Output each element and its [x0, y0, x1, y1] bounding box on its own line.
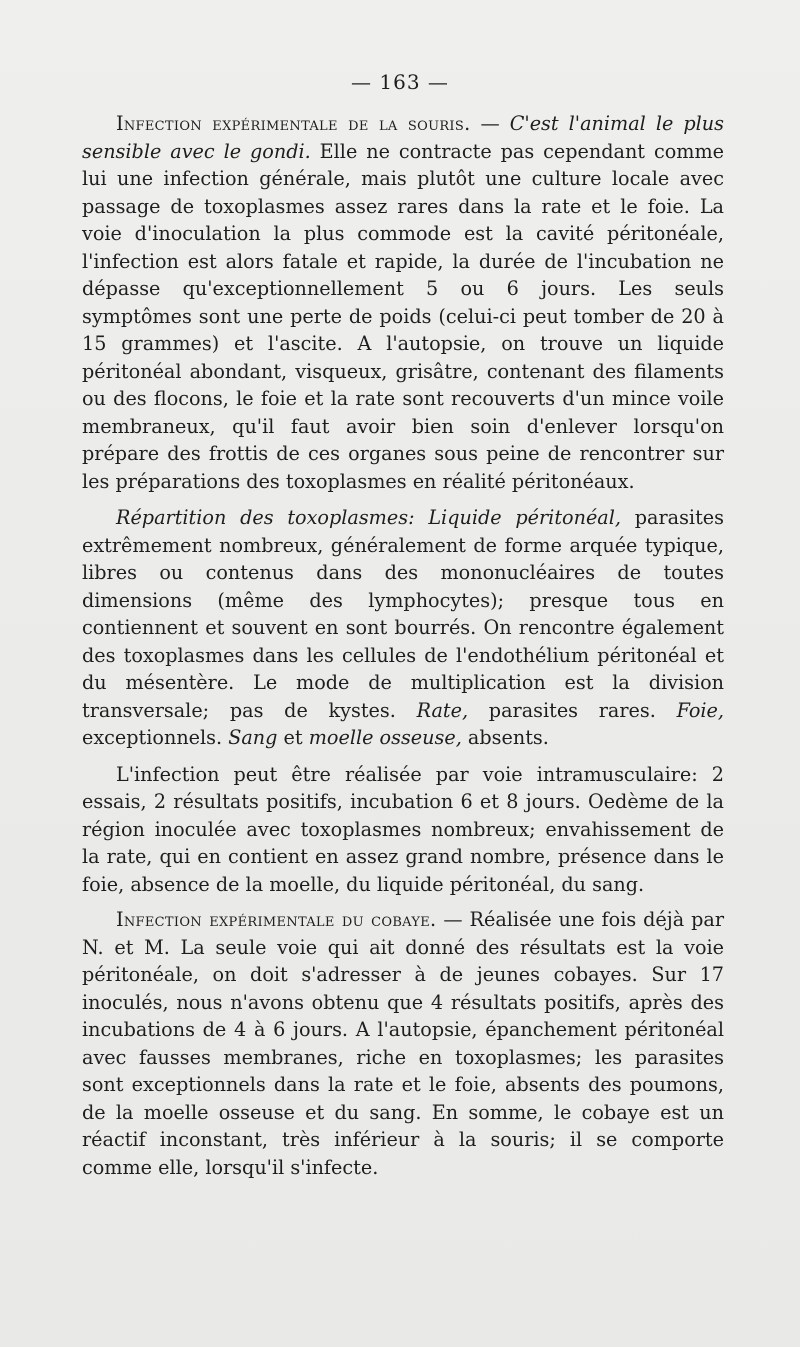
- liquide-label: Liquide péritonéal,: [428, 506, 621, 529]
- repartition-label: Répartition des toxoplasmes:: [116, 506, 415, 529]
- foie-label: Foie,: [676, 698, 724, 722]
- rate-label: Rate,: [416, 698, 469, 722]
- foie-text: exceptionnels.: [82, 726, 229, 749]
- paragraph-cobaye: [82, 906, 724, 1181]
- section-souris: [82, 110, 724, 907]
- heading-souris: Infection expérimentale de la souris.: [116, 112, 471, 135]
- paragraph-intramusculaire: L'infection peut être réalisée par voie intramusculaire: 2 essais, 2 résultats positifs, incubation 6 et 8 jours. Oedème de la région inoculée avec toxoplasmes nombreux; envahissement de la rate, qui en contient en assez grand nombre, présence dans le foie, absence de la moelle, du liquide péritonéal, du sang.: [82, 762, 724, 896]
- sang-label: Sang: [228, 726, 278, 749]
- page-number: — 163 —: [351, 70, 449, 94]
- moelle-label: moelle osseuse,: [308, 726, 462, 749]
- section-cobaye: [82, 906, 724, 1190]
- intro-italic: C'est l'animal le plus sensible avec le gondi.: [82, 112, 724, 163]
- heading-dash: —: [470, 112, 510, 135]
- rate-text: parasites rares.: [468, 698, 677, 722]
- sang-et: et: [277, 726, 309, 749]
- paragraph-repartition: [82, 504, 724, 752]
- moelle-text: absents.: [461, 726, 549, 749]
- heading-cobaye-dash: —: [436, 908, 470, 931]
- heading-cobaye: Infection expérimentale du cobaye.: [116, 908, 437, 931]
- paragraph-cobaye-body: Réalisée une fois déjà par N. et M. La seule voie qui ait donné des résultats est la voie péritonéale, on doit s'adresser à de jeunes cobayes. Sur 17 inoculés, nous n'avons obtenu que 4 résultats positifs, après des incubations de 4 à 6 jours. A l'autopsie, épanchement péritonéal avec fausses membranes, riche en toxoplasmes; les parasites sont exceptionnels dans la rate et le foie, absents des poumons, de la moelle osseuse et du sang. En somme, le cobaye est un réactif inconstant, très inférieur à la souris; il se comporte comme elle, lorsqu'il s'infecte.: [82, 908, 725, 1179]
- liquide-text: parasites extrêmement nombreux, généralement de forme arquée typique, libres ou contenus dans des mononucléaires de toutes dimensions (même des lymphocytes); presque tous en contiennent et souvent en sont bourrés. On rencontre également des toxoplasmes dans les cellules de l'endothélium péritonéal et du mésentère. Le mode de multiplication est la division transversale; pas de kystes.: [82, 506, 724, 722]
- paragraph-souris-intro: [82, 110, 724, 495]
- paragraph-souris-body: Elle ne contracte pas cependant comme lui une infection générale, mais plutôt une culture locale avec passage de toxoplasmes assez rares dans la rate et le foie. La voie d'inoculation la plus commode est la cavité péritonéale, l'infection est alors fatale et rapide, la durée de l'incubation ne dépasse qu'exceptionnellement 5 ou 6 jours. Les seuls symptômes sont une perte de poids (celui-ci peut tomber de 20 à 15 grammes) et l'ascite. A l'autopsie, on trouve un liquide péritonéal abondant, visqueux, grisâtre, contenant des filaments ou des flocons, le foie et la rate sont recouverts d'un mince voile membraneux, qu'il faut avoir bien soin d'enlever lorsqu'on prépare des frottis de ces organes sous peine de rencontrer sur les préparations des toxoplasmes en réalité péritonéaux.: [82, 139, 724, 493]
